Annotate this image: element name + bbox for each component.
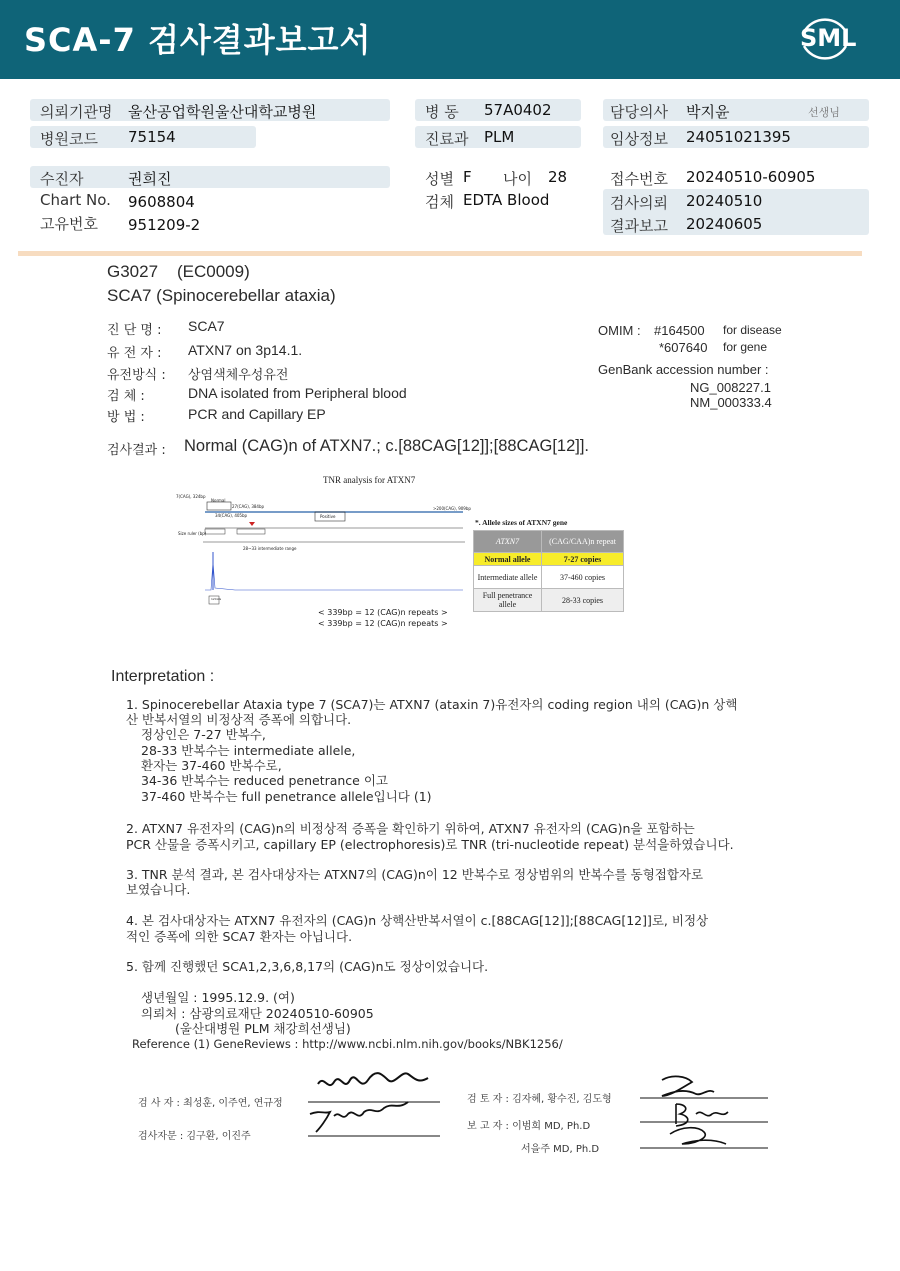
requester-2: (울산대병원 PLM 채강희선생님) (175, 1021, 351, 1036)
reference: Reference (1) GeneReviews : http://www.ncbi.nlm.nih.gov/books/NBK1256/ (132, 1037, 563, 1051)
result-value: Normal (CAG)n of ATXN7.; c.[88CAG[12]];[88CAG[12]]. (184, 437, 590, 455)
chart-label: Chart No. (40, 191, 111, 209)
patient-value: 권희진 (128, 170, 172, 188)
positive-label: Positive (320, 514, 336, 519)
diagnosis-label: 진 단 명 : (107, 323, 162, 338)
cag34-label: 34(CAG), 405bp (215, 513, 248, 518)
interp-p3-l2: 보였습니다. (126, 882, 191, 897)
allele-normal: Normal allele (474, 553, 542, 566)
receipt-value: 20240510-60905 (686, 168, 816, 186)
interp-p1-l1: 1. Spinocerebellar Ataxia type 7 (SCA7)는 ATXN7 (ataxin 7)유전자의 coding region 내의 (CAG)n 상핵 (126, 697, 738, 712)
specimen-desc-label: 검 체 : (107, 389, 145, 404)
diagnosis-value: SCA7 (188, 318, 225, 334)
interp-p3-l1: 3. TNR 분석 결과, 본 검사대상자는 ATXN7의 (CAG)n이 12 반복수로 정상범위의 반복수를 동형접합자로 (126, 867, 704, 882)
sex-label: 성별 (425, 170, 454, 188)
ward-value: 57A0402 (484, 101, 552, 119)
tester-doc-label: 검사자문 : 김구환, 이진주 (138, 1131, 251, 1142)
allele-full: Full penetrance allele (474, 589, 542, 612)
chart-value: 9608804 (128, 193, 195, 211)
peak-label: 12CAG (211, 597, 222, 601)
receipt-label: 접수번호 (610, 170, 668, 188)
unique-value: 951209-2 (128, 216, 201, 234)
omim-gene: *607640 (659, 340, 708, 355)
interp-p1-l5: 환자는 37-460 반복수로, (141, 758, 282, 773)
interp-p5: 5. 함께 진행했던 SCA1,2,3,6,8,17의 (CAG)n도 정상이었습니다. (126, 959, 489, 974)
dept-value: PLM (484, 128, 515, 146)
interp-p4-l2: 적인 증폭에 의한 SCA7 환자는 아닙니다. (126, 929, 353, 944)
specimen-label: 검체 (425, 193, 454, 211)
intermediate-range-label: 28~33 intermediate range (243, 546, 297, 551)
age-label: 나이 (503, 170, 532, 188)
interp-p1-l3: 정상인은 7-27 반복수, (141, 727, 266, 742)
ward-label: 병 동 (425, 103, 459, 121)
hospital-code-value: 75154 (128, 128, 176, 146)
reviewer-label: 검 토 자 : 김자혜, 황수진, 김도형 (467, 1094, 612, 1105)
test-name: SCA7 (Spinocerebellar ataxia) (107, 286, 336, 305)
specimen-desc-value: DNA isolated from Peripheral blood (188, 385, 407, 401)
size-ruler-label: Size ruler (bp) (178, 531, 207, 536)
repeats-label-1: < 339bp = 12 (CAG)n repeats > (318, 608, 448, 617)
genbank-2: NM_000333.4 (690, 395, 772, 410)
interp-p2-l1: 2. ATXN7 유전자의 (CAG)n의 비정상적 증폭을 확인하기 위하여, ATXN7 유전자의 (CAG)n을 포함하는 (126, 821, 695, 836)
report-value: 20240605 (686, 215, 763, 233)
clinical-label: 임상정보 (610, 130, 668, 148)
inheritance-label: 유전방식 : (107, 368, 166, 383)
birth-date: 생년월일 : 1995.12.9. (여) (141, 990, 295, 1005)
specimen-value: EDTA Blood (463, 191, 550, 209)
allele-table (473, 530, 624, 612)
inheritance-value: 상염색체우성유전 (188, 368, 289, 383)
allele-table-head-2: (CAG/CAA)n repeat (542, 531, 624, 553)
allele-intermediate: Intermediate allele (474, 566, 542, 589)
logo-text: SML (800, 24, 857, 52)
cag200-label: >200(CAG), 909bp (433, 506, 471, 511)
requester: 의뢰처 : 삼광의료재단 20240510-60905 (141, 1006, 374, 1021)
interp-p1-l2: 산 반복서열의 비정상적 증폭에 의합니다. (126, 712, 352, 727)
doctor-label: 담당의사 (610, 103, 668, 121)
omim-disease-note: for disease (723, 323, 782, 337)
institution-value: 울산공업학원울산대학교병원 (128, 103, 317, 121)
omim-disease: #164500 (654, 323, 705, 338)
request-value: 20240510 (686, 192, 763, 210)
allele-table-head-1: ATXN7 (474, 531, 542, 553)
allele-normal-copies: 7-27 copies (542, 553, 624, 566)
request-label: 검사의뢰 (610, 194, 668, 212)
cag27-label: 27(CAG), 384bp (232, 504, 265, 509)
interp-p1-l7: 37-460 반복수는 full penetrance allele입니다 (1) (141, 789, 432, 804)
repeats-label-2: < 339bp = 12 (CAG)n repeats > (318, 619, 448, 628)
genbank-label: GenBank accession number : (598, 362, 769, 377)
test-code: G3027 (107, 262, 159, 281)
cag7-label: 7(CAG), 324bp (176, 494, 206, 499)
patient-row (30, 166, 390, 188)
tester-label: 검 사 자 : 최성훈, 이주연, 연규정 (138, 1098, 283, 1109)
allele-intermediate-copies: 37-460 copies (542, 566, 624, 589)
doctor-value: 박지윤 (686, 103, 730, 121)
clinical-value: 24051021395 (686, 128, 791, 146)
omim-label: OMIM : (598, 323, 641, 338)
sex-value: F (463, 168, 472, 186)
interp-p2-l2: PCR 산물을 증폭시키고, capillary EP (electrophoresis)로 TNR (tri-nucleotide repeat) 분석을하였습니다. (126, 837, 734, 852)
test-code-paren: (EC0009) (177, 262, 250, 281)
tester-signature-icon (300, 1062, 450, 1142)
interp-p1-l6: 34-36 반복수는 reduced penetrance 이고 (141, 773, 388, 788)
interp-p1-l4: 28-33 반복수는 intermediate allele, (141, 743, 356, 758)
figure-title: TNR analysis for ATXN7 (323, 475, 416, 485)
report-label: 결과보고 (610, 217, 668, 235)
reporter-label: 보 고 자 : 이범희 MD, Ph.D (467, 1121, 591, 1132)
result-label: 검사결과 : (107, 443, 166, 458)
gene-label: 유 전 자 : (107, 346, 162, 361)
institution-label: 의뢰기관명 (40, 103, 113, 121)
doctor-suffix: 선생님 (808, 106, 840, 119)
patient-label: 수진자 (40, 170, 84, 188)
interpretation-title: Interpretation : (111, 668, 215, 685)
interp-p4-l1: 4. 본 검사대상자는 ATXN7 유전자의 (CAG)n 상핵산반복서열이 c.[88CAG[12]];[88CAG[12]]로, 비정상 (126, 913, 709, 928)
genbank-1: NG_008227.1 (690, 380, 771, 395)
dept-label: 진료과 (425, 130, 469, 148)
method-value: PCR and Capillary EP (188, 406, 326, 422)
age-value: 28 (548, 168, 568, 186)
omim-gene-note: for gene (723, 340, 768, 354)
unique-label: 고유번호 (40, 215, 98, 233)
reviewer-signature-icon (640, 1066, 775, 1156)
hospital-code-label: 병원코드 (40, 130, 98, 148)
allele-full-copies: 28-33 copies (542, 589, 624, 612)
method-label: 방 법 : (107, 410, 145, 425)
allele-table-title: *. Allele sizes of ATXN7 gene (475, 518, 568, 527)
page-title: SCA-7 검사결과보고서 (24, 21, 372, 59)
normal-label: Normal (211, 498, 226, 503)
gene-value: ATXN7 on 3p14.1. (188, 342, 303, 358)
reporter-2-label: 서을주 MD, Ph.D (521, 1144, 600, 1155)
tnr-diagram (175, 492, 465, 612)
section-divider (18, 251, 862, 256)
